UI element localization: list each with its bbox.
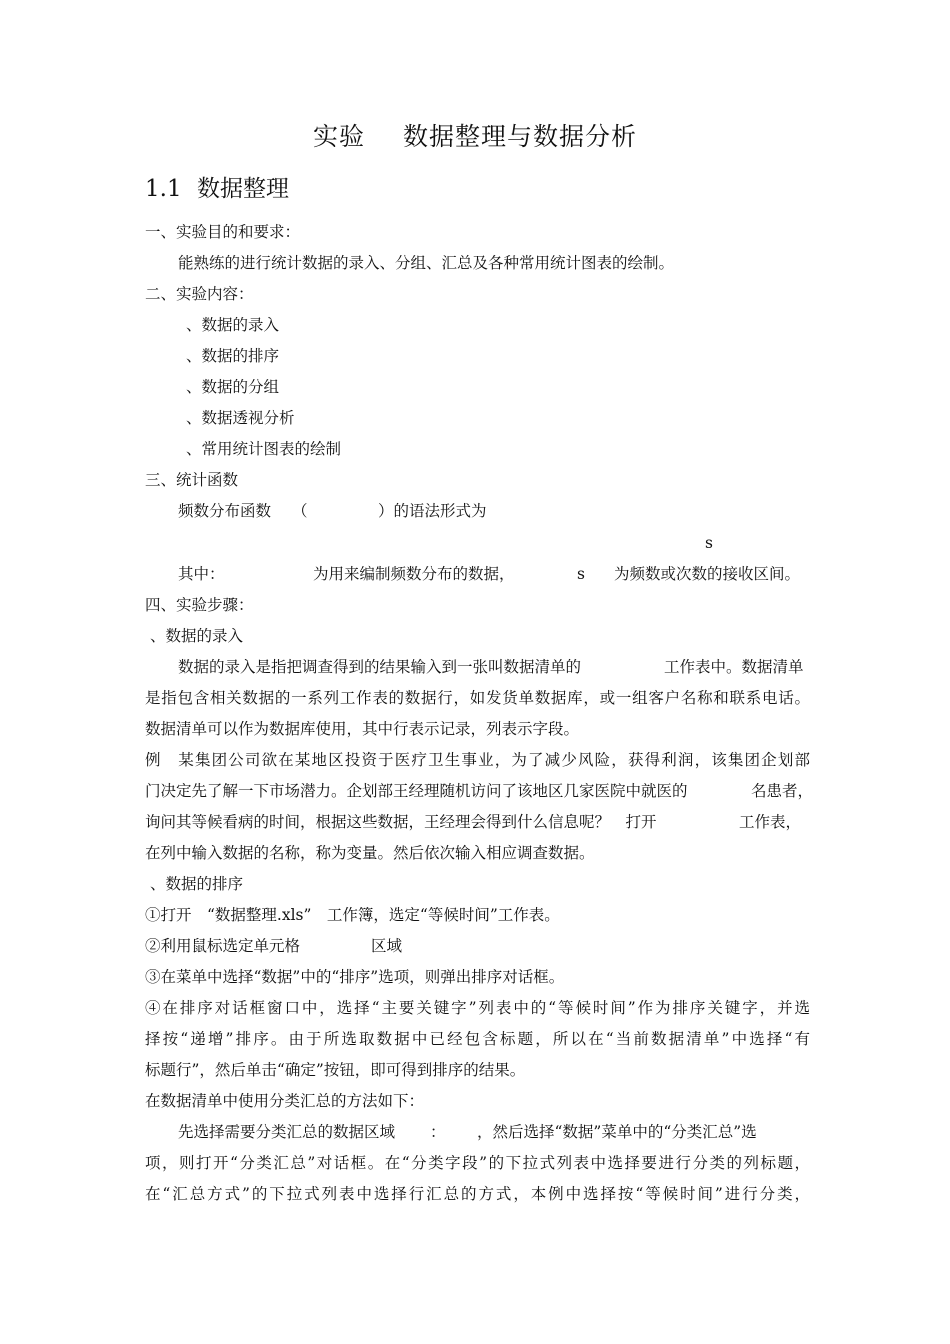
subtotal-line: 项，则打开“分类汇总”对话框。在“分类字段”的下拉式列表中选择要进行分类的列标题， [145,1154,810,1172]
paragraph-line: 数据的录入是指把调查得到的结果输入到一张叫数据清单的 [178,658,582,676]
section-label: 数据整理 [197,176,289,202]
subheading-entry: 、数据的录入 [150,627,244,645]
example-line: 在列中输入数据的名称，称为变量。然后依次输入相应调查数据。 [145,844,595,862]
example-line: 门决定先了解一下市场潜力。企划部王经理随机访问了该地区几家医院中就医的 [145,782,688,800]
syntax-fragment: s [577,565,585,583]
bins-array-desc: 为频数或次数的接收区间。 [614,565,801,583]
sort-step-4: 择按“递增”排序。由于所选取数据中已经包含标题，所以在“当前数据清单”中选择“有 [145,1030,810,1048]
sort-step-1: ①打开 “数据整理.xls” 工作簿，选定“等候时间”工作表。 [145,906,560,924]
list-item: 、常用统计图表的绘制 [186,440,342,458]
subheading-sort: 、数据的排序 [150,875,244,893]
sort-step-4: ④在排序对话框窗口中，选择“主要关键字”列表中的“等候时间”作为排序关键字，并选 [145,999,810,1017]
subtotal-line: ，然后选择“数据”菜单中的“分类汇总”选 [477,1123,757,1141]
heading-contents: 二、实验内容： [145,285,254,303]
title-part-2: 数据整理与数据分析 [403,122,638,151]
paragraph-line: 数据清单可以作为数据库使用，其中行表示记录，列表示字段。 [145,720,580,738]
function-paren-open: （ [292,502,308,520]
list-item: 、数据的录入 [186,316,280,334]
list-item: 、数据透视分析 [186,409,295,427]
title-part-1: 实验 [312,122,365,151]
objectives-text: 能熟练的进行统计数据的录入、分组、汇总及各种常用统计图表的绘制。 [178,254,675,272]
subtotal-line: ： [430,1123,446,1141]
sort-step-3: ③在菜单中选择“数据”中的“排序”选项，则弹出排序对话框。 [145,968,565,986]
heading-objectives: 一、实验目的和要求： [145,223,301,241]
paragraph-line: 是指包含相关数据的一系列工作表的数据行，如发货单数据库，或一组客户名称和联系电话。 [145,689,810,707]
example-line: 例 某集团公司欲在某地区投资于医疗卫生事业，为了减少风险，获得利润，该集团企划部 [145,751,810,769]
heading-functions: 三、统计函数 [145,471,239,489]
sort-step-2-region: 区域 [371,937,403,955]
data-array-desc: 为用来编制频数分布的数据， [313,565,515,583]
sort-step-2: ②利用鼠标选定单元格 [145,937,301,955]
section-number: 1.1 [145,176,182,202]
function-label: 频数分布函数 [178,502,272,520]
subtotal-line: 在“汇总方式”的下拉式列表中选择行汇总的方式，本例中选择按“等候时间”进行分类， [145,1185,810,1203]
function-syntax-text: ）的语法形式为 [378,502,487,520]
list-item: 、数据的排序 [186,347,280,365]
subtotal-line: 先选择需要分类汇总的数据区域 [178,1123,396,1141]
sort-step-4: 标题行”，然后单击“确定”按钮，即可得到排序的结果。 [145,1061,526,1079]
where-label: 其中： [178,565,225,583]
page-title [0,117,950,153]
syntax-fragment: s [705,534,713,552]
heading-steps: 四、实验步骤： [145,596,254,614]
example-line: 工作表， [739,813,802,831]
example-line: 询问其等候看病的时间，根据这些数据，王经理会得到什么信息呢？ 打开 [145,813,657,831]
paragraph-line: 工作表中。数据清单 [664,658,804,676]
example-line: 名患者， [751,782,814,800]
list-item: 、数据的分组 [186,378,280,396]
subtotal-intro: 在数据清单中使用分类汇总的方法如下： [145,1092,425,1110]
section-heading [145,170,289,203]
